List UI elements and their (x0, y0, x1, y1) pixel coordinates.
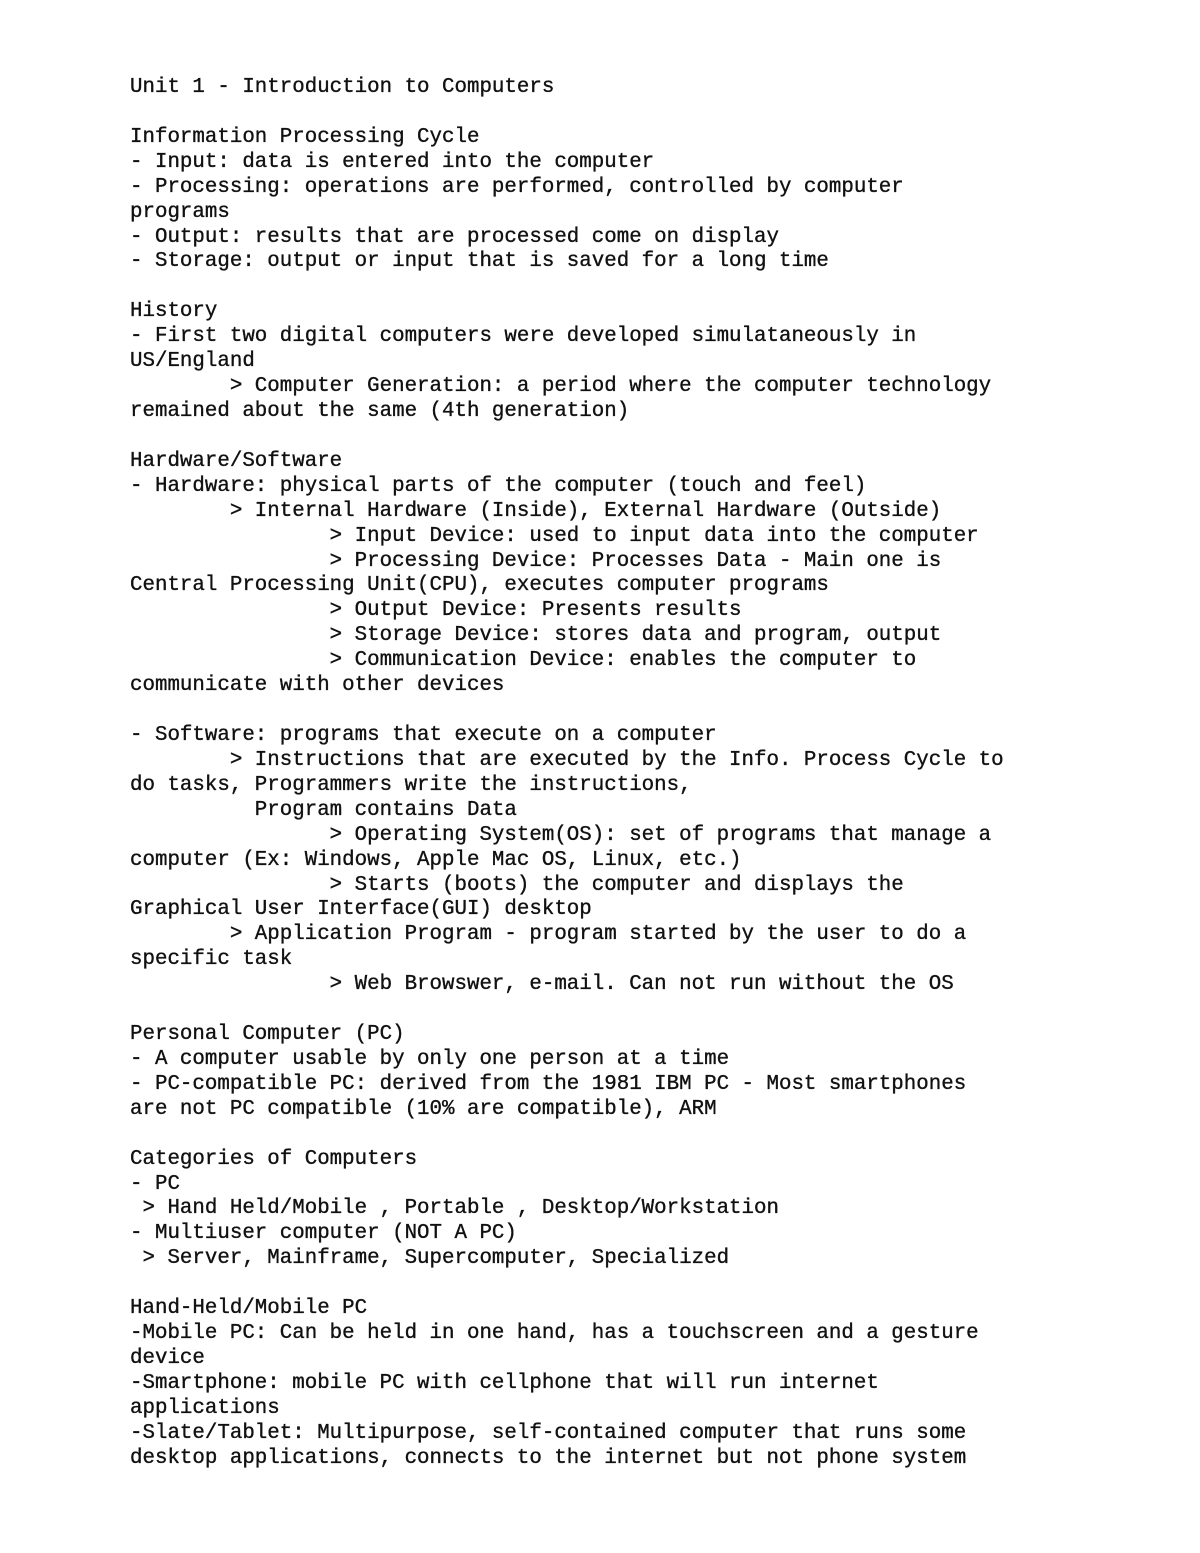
text-line: > Application Program - program started by the user to do a (130, 923, 967, 947)
text-line: > Starts (boots) the computer and displays the (130, 873, 904, 897)
section-spacer (130, 275, 1170, 300)
document-page (130, 76, 1170, 1472)
text-line: Graphical User Interface(GUI) desktop (130, 898, 592, 922)
document-title: Unit 1 - Introduction to Computers (130, 76, 555, 99)
text-line: remained about the same (4th generation) (130, 399, 630, 423)
text-line: > Web Browswer, e-mail. Can not run without the OS (130, 973, 954, 997)
text-line: - Hardware: physical parts of the computer (touch and feel) (130, 474, 867, 498)
section-spacer (130, 1123, 1170, 1148)
text-line: -Mobile PC: Can be held in one hand, has a touchscreen and a gesture (130, 1322, 979, 1346)
text-line: > Internal Hardware (Inside), External Hardware (Outside) (130, 499, 942, 523)
text-line: are not PC compatible (10% are compatible), ARM (130, 1097, 717, 1121)
text-line: desktop applications, connects to the internet but not phone system (130, 1446, 967, 1470)
text-line: - Processing: operations are performed, controlled by computer (130, 175, 904, 199)
text-line: > Output Device: Presents results (130, 599, 742, 623)
document-body (130, 101, 1170, 1472)
section-heading: Personal Computer (PC) (130, 1023, 405, 1047)
text-line: programs (130, 200, 230, 224)
text-line: US/England (130, 350, 255, 374)
text-line: specific task (130, 948, 293, 972)
text-line: - PC (130, 1172, 180, 1196)
section-spacer (130, 101, 1170, 126)
text-line: applications (130, 1396, 280, 1420)
text-line: - Multiuser computer (NOT A PC) (130, 1222, 517, 1246)
text-line: -Smartphone: mobile PC with cellphone that will run internet (130, 1371, 879, 1395)
text-line: > Operating System(OS): set of programs that manage a (130, 823, 992, 847)
section-heading: Hardware/Software (130, 449, 343, 473)
text-line: > Processing Device: Processes Data - Main one is (130, 549, 942, 573)
text-line: > Storage Device: stores data and program, output (130, 624, 942, 648)
text-line: device (130, 1347, 205, 1371)
text-line: > Communication Device: enables the computer to (130, 649, 917, 673)
text-line: > Instructions that are executed by the Info. Process Cycle to (130, 748, 1004, 772)
text-line: > Input Device: used to input data into the computer (130, 524, 979, 548)
section-spacer (130, 998, 1170, 1023)
section-heading: Information Processing Cycle (130, 125, 480, 149)
text-line: - First two digital computers were developed simulataneously in (130, 325, 917, 349)
text-line: - PC-compatible PC: derived from the 1981 IBM PC - Most smartphones (130, 1072, 967, 1096)
text-line: Program contains Data (130, 798, 517, 822)
text-line: -Slate/Tablet: Multipurpose, self-contained computer that runs some (130, 1421, 967, 1445)
section-heading: Hand-Held/Mobile PC (130, 1297, 368, 1321)
text-line: > Hand Held/Mobile , Portable , Desktop/Workstation (130, 1197, 779, 1221)
text-line: - Input: data is entered into the computer (130, 150, 655, 174)
text-line: > Computer Generation: a period where the computer technology (130, 375, 992, 399)
text-line: do tasks, Programmers write the instructions, (130, 773, 692, 797)
text-line: - A computer usable by only one person at a time (130, 1047, 730, 1071)
text-line: - Software: programs that execute on a computer (130, 723, 717, 747)
text-line: > Server, Mainframe, Supercomputer, Specialized (130, 1247, 730, 1271)
text-line: communicate with other devices (130, 674, 505, 698)
section-heading: History (130, 300, 218, 324)
section-heading: Categories of Computers (130, 1147, 418, 1171)
section-spacer (130, 1272, 1170, 1297)
text-line: computer (Ex: Windows, Apple Mac OS, Linux, etc.) (130, 848, 742, 872)
text-line: - Output: results that are processed come on display (130, 225, 779, 249)
text-line: - Storage: output or input that is saved for a long time (130, 250, 829, 274)
text-line: Central Processing Unit(CPU), executes computer programs (130, 574, 829, 598)
section-spacer (130, 425, 1170, 450)
blank-line (130, 699, 1170, 724)
